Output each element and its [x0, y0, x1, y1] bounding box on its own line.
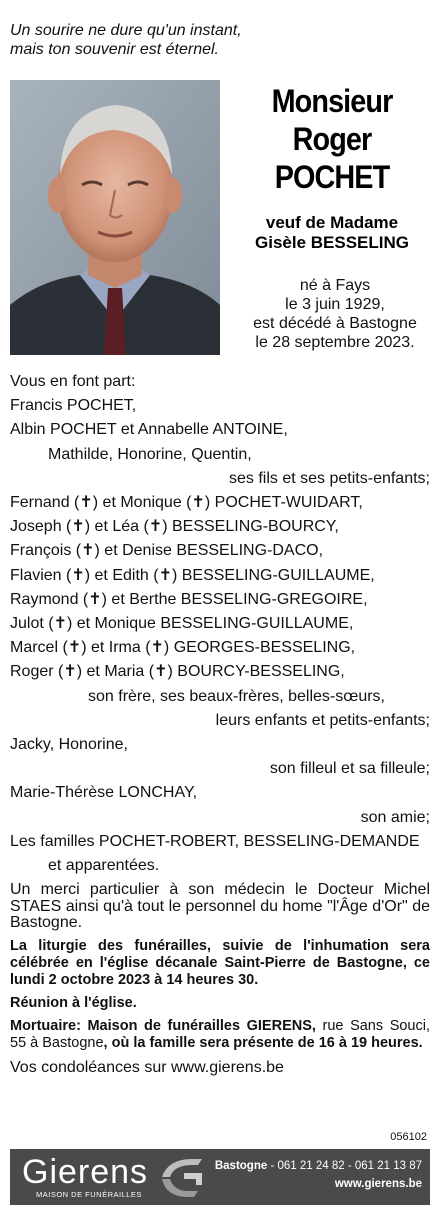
family-line: Marcel (✝) et Irma (✝) GEORGES-BESSELING,: [10, 639, 356, 657]
reference-code: 056102: [390, 1131, 427, 1143]
family-line: Albin POCHET et Annabelle ANTOINE,: [10, 421, 288, 439]
funeral-home-logo: Gierens: [22, 1153, 149, 1191]
logo-mark-icon: [158, 1155, 206, 1199]
family-line: Les familles POCHET-ROBERT, BESSELING-DEMANDE: [10, 832, 420, 850]
family-relation: son amie;: [360, 808, 430, 826]
family-relation: ses fils et ses petits-enfants;: [229, 469, 430, 487]
death-line: est décédé à Bastogne: [253, 315, 417, 332]
family-line: Flavien (✝) et Edith (✝) BESSELING-GUILLAUME,: [10, 566, 375, 584]
epigraph-quote: [10, 21, 430, 59]
quote-line: mais ton souvenir est éternel.: [10, 41, 219, 58]
name-title: Monsieur: [271, 83, 393, 119]
mortuary-address: rue Sans Souci, 55 à Bastogne: [10, 1017, 430, 1051]
widower-of: [230, 213, 434, 253]
contact-phones: - 061 21 24 82 - 061 21 13 87: [267, 1160, 422, 1172]
birth-line: le 3 juin 1929,: [285, 296, 385, 313]
family-relation: son frère, ses beaux-frères, belles-sœurs,: [88, 687, 385, 705]
family-line: Julot (✝) et Monique BESSELING-GUILLAUME,: [10, 615, 354, 633]
funeral-home-banner: [10, 1149, 430, 1205]
mortuary-paragraph: [10, 1018, 430, 1052]
family-relation: leurs enfants et petits-enfants;: [215, 711, 430, 729]
contact-phone-line: [215, 1157, 422, 1175]
announce-intro: Vous en font part:: [10, 373, 136, 390]
birth-death-info: [230, 276, 434, 352]
condolences-line: Vos condoléances sur www.gierens.be: [10, 1058, 284, 1076]
family-line: Raymond (✝) et Berthe BESSELING-GREGOIRE,: [10, 590, 368, 608]
family-line: Marie-Thérèse LONCHAY,: [10, 784, 198, 802]
family-line: Joseph (✝) et Léa (✝) BESSELING-BOURCY,: [10, 518, 339, 536]
name-first: Roger: [292, 121, 372, 157]
liturgy-paragraph: La liturgie des funérailles, suivie de l'inhumation sera célébrée en l'église décanale Saint-Pierre de Bastogne, ce lundi 2 octobre 2023 à 14 heures 30.: [10, 937, 430, 988]
family-line: et apparentées.: [48, 857, 160, 875]
name-last: POCHET: [274, 159, 390, 195]
funeral-home-subtitle: MAISON DE FUNÉRAILLES: [36, 1190, 142, 1199]
mortuary-label: Mortuaire: Maison de funérailles GIERENS,: [10, 1017, 316, 1034]
contact-city: Bastogne: [214, 1160, 268, 1172]
thanks-paragraph: Un merci particulier à son médecin le Docteur Michel STAES ainsi qu'à tout le personnel du home "l'Âge d'Or" de Bastogne.: [10, 881, 430, 932]
funeral-home-contact: [215, 1157, 422, 1193]
deceased-name: [230, 82, 434, 196]
portrait-photo: [10, 80, 220, 355]
quote-line: Un sourire ne dure qu'un instant,: [10, 22, 242, 39]
family-line: Jacky, Honorine,: [10, 736, 128, 754]
birth-line: né à Fays: [299, 277, 371, 294]
widower-line: Gisèle BESSELING: [255, 233, 409, 252]
family-line: François (✝) et Denise BESSELING-DACO,: [10, 542, 324, 560]
widower-line: veuf de Madame: [265, 213, 399, 232]
meeting-note: Réunion à l'église.: [10, 994, 137, 1011]
family-line: Francis POCHET,: [10, 397, 137, 415]
family-line: Fernand (✝) et Monique (✝) POCHET-WUIDART,: [10, 494, 363, 512]
death-line: le 28 septembre 2023.: [255, 334, 415, 351]
contact-website[interactable]: www.gierens.be: [334, 1178, 422, 1190]
family-line: Mathilde, Honorine, Quentin,: [48, 445, 252, 463]
family-line: Roger (✝) et Maria (✝) BOURCY-BESSELING,: [10, 663, 345, 681]
family-relation: son filleul et sa filleule;: [269, 760, 430, 778]
mortuary-family-note: , où la famille sera présente de 16 à 19 heures.: [103, 1034, 423, 1051]
announcement-body: [10, 370, 430, 1080]
